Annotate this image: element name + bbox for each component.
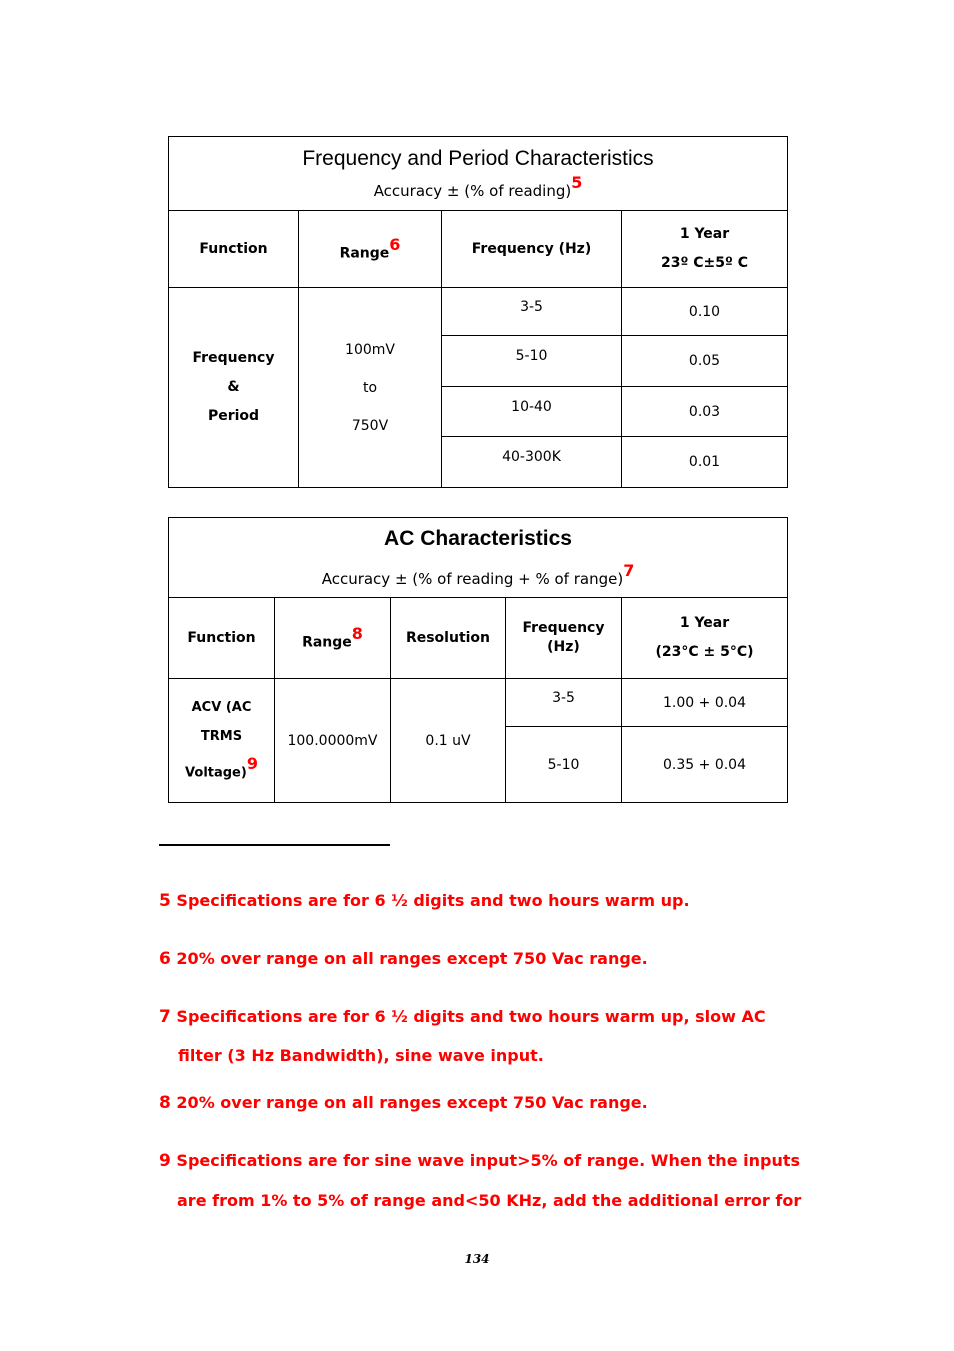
footnote-5: 5 Specifications are for 6 ½ digits and two hours warm up. xyxy=(159,891,690,911)
accuracy-cell: 0.01 xyxy=(622,437,788,488)
function-cell: Frequency & Period xyxy=(169,288,299,488)
footnote-8: 8 20% over range on all ranges except 750 Vac range. xyxy=(159,1093,648,1113)
table-subtitle: Accuracy ± (% of reading + % of range) xyxy=(321,570,624,588)
header-range: Range$^6$ xyxy=(299,211,442,288)
header-year: 1 Year (23°C ± 5°C) xyxy=(622,598,788,679)
header-frequency: Frequency (Hz) xyxy=(506,598,622,679)
range-cell: 100mV to 750V xyxy=(299,288,442,488)
footnote-7-continuation: filter (3 Hz Bandwidth), sine wave input. xyxy=(178,1046,544,1065)
footnote-9-continuation: are from 1% to 5% of range and<50 KHz, add the additional error for xyxy=(177,1191,802,1210)
freq-cell: 5-10 xyxy=(506,727,622,803)
freq-cell: 3-5 xyxy=(506,679,622,727)
header-resolution: Resolution xyxy=(391,598,506,679)
accuracy-cell: 1.00 + 0.04 xyxy=(622,679,788,727)
footnote-separator xyxy=(159,844,390,846)
accuracy-cell: 0.03 xyxy=(622,387,788,437)
header-year: 1 Year 23º C±5º C xyxy=(622,211,788,288)
footnote-7: 7 Specifications are for 6 ½ digits and two hours warm up, slow AC xyxy=(159,1007,766,1027)
footnote-ref-5: 5 xyxy=(571,173,583,192)
resolution-cell: 0.1 uV xyxy=(391,679,506,803)
table-caption xyxy=(169,137,788,211)
page-number: 134 xyxy=(464,1252,490,1266)
freq-cell: 3-5 xyxy=(442,288,622,336)
footnote-ref-9: 9 xyxy=(246,754,258,774)
freq-cell: 10-40 xyxy=(442,387,622,437)
table-caption xyxy=(169,518,788,598)
freq-cell: 40-300K xyxy=(442,437,622,488)
footnote-ref-6: 6 xyxy=(389,234,401,254)
table-title: AC Characteristics xyxy=(384,527,572,550)
accuracy-cell: 0.10 xyxy=(622,288,788,336)
header-function: Function xyxy=(169,211,299,288)
table-subtitle: Accuracy ± (% of reading) xyxy=(373,182,572,200)
footnote-9: 9 Specifications are for sine wave input>5% of range. When the inputs xyxy=(159,1151,801,1171)
footnote-ref-7: 7 xyxy=(623,561,635,580)
footnote-6: 6 20% over range on all ranges except 750 Vac range. xyxy=(159,949,648,969)
accuracy-cell: 0.35 + 0.04 xyxy=(622,727,788,803)
frequency-period-table xyxy=(168,136,788,488)
header-range: Range$^8$ xyxy=(275,598,391,679)
function-cell: ACV (AC TRMS Voltage)$^9$ xyxy=(169,679,275,803)
header-frequency: Frequency (Hz) xyxy=(442,211,622,288)
accuracy-cell: 0.05 xyxy=(622,336,788,387)
range-cell: 100.0000mV xyxy=(275,679,391,803)
ac-characteristics-table xyxy=(168,517,788,803)
table-title: Frequency and Period Characteristics xyxy=(302,147,654,170)
freq-cell: 5-10 xyxy=(442,336,622,387)
footnote-ref-8: 8 xyxy=(351,623,363,643)
header-function: Function xyxy=(169,598,275,679)
